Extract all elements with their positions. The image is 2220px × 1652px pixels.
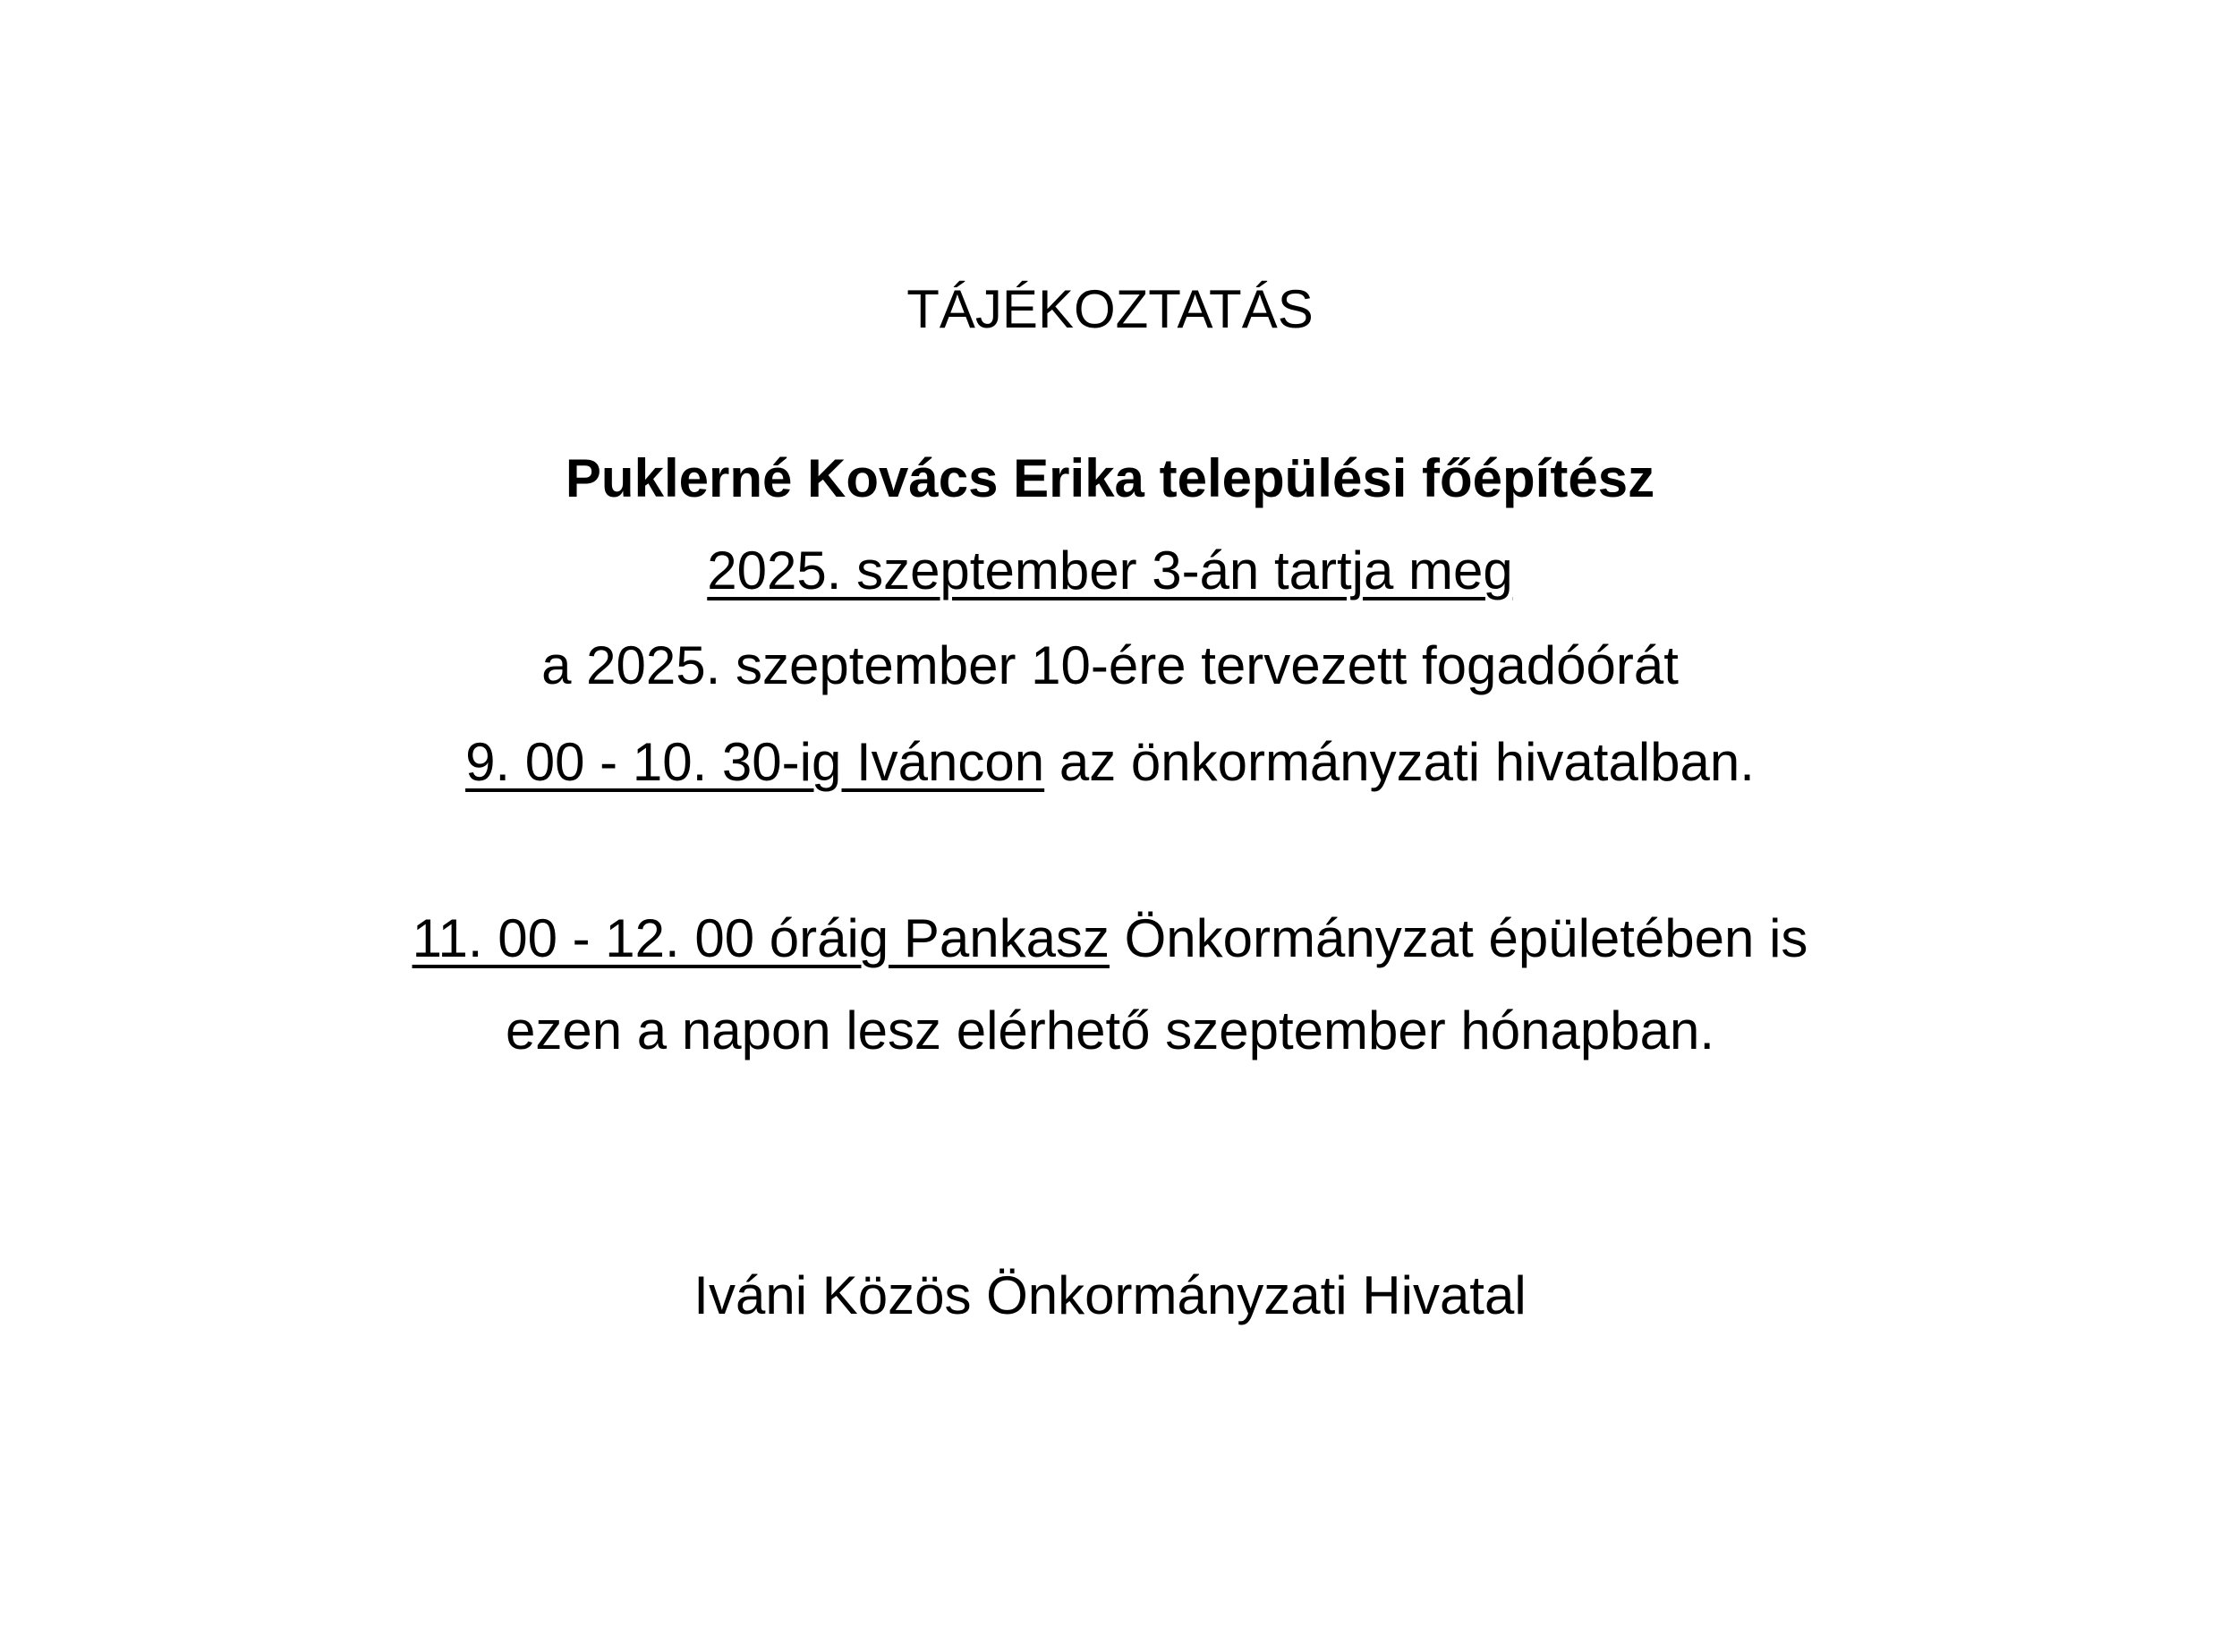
date-underlined: 2025. szeptember 3-án tartja meg — [707, 541, 1513, 600]
original-date-line: a 2025. szeptember 10-ére tervezett fogadóórát — [541, 635, 1679, 695]
ivanc-time-underlined: 9. 00 - 10. 30-ig Iváncon — [465, 732, 1045, 792]
pankasz-hours-line — [0, 903, 2220, 975]
architect-name-line: Puklerné Kovács Erika települési főépítész — [565, 448, 1655, 508]
ivanc-location-text: az önkormányzati hivatalban. — [1044, 732, 1755, 792]
ivanc-hours-line — [0, 727, 2220, 798]
availability-line: ezen a napon lesz elérhető szeptember hónapban. — [506, 1001, 1714, 1060]
notice-title: TÁJÉKOZTATÁS — [906, 279, 1314, 339]
signature: Iváni Közös Önkormányzati Hivatal — [693, 1265, 1527, 1325]
date-line — [0, 535, 2220, 607]
pankasz-time-underlined: 11. 00 - 12. 00 óráig Pankasz — [412, 908, 1110, 968]
pankasz-location-text: Önkormányzat épületében is — [1109, 908, 1808, 968]
